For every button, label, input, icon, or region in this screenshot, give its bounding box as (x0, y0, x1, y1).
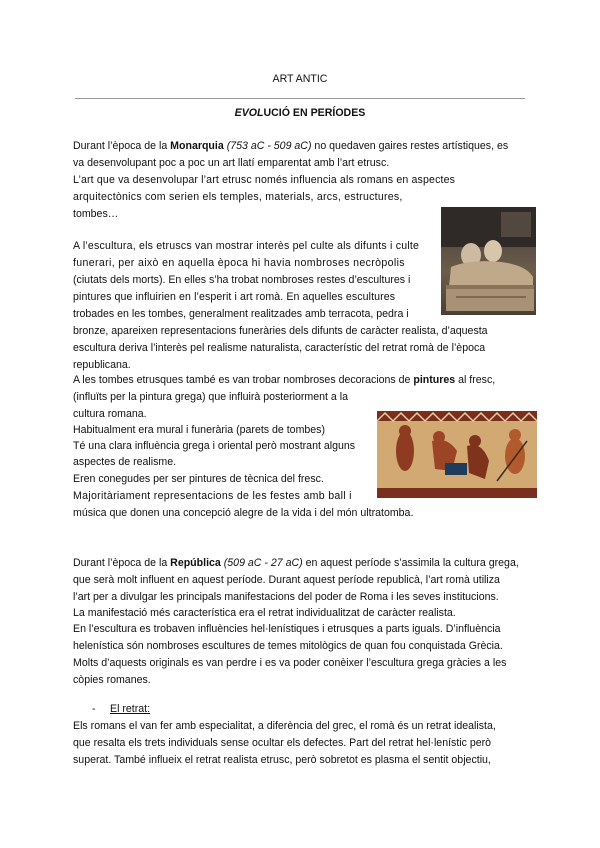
pintures-term: pintures (413, 374, 456, 386)
retrat-line-1: Els romans el van fer amb especialitat, a diferència del grec, el romà és un retrat idealista, (73, 720, 496, 732)
monarquia-line-1: Durant l’època de la Monarquia (753 aC - 509 aC) no quedaven gaires restes artístiques, es (73, 140, 509, 152)
pintures-line-2: (influïts per la pintura grega) que influirà posteriorment a la (73, 391, 348, 403)
fresco-illustration (377, 411, 537, 498)
escultura-line-1: A l’escultura, els etruscs van mostrar interès pel culte als difunts i culte (73, 240, 420, 252)
etrusc-line-3: tombes… (73, 208, 119, 220)
title-divider (75, 98, 525, 99)
retrat-heading: El retrat: (110, 703, 151, 715)
republica-line-3: l’art per a divulgar les principals manifestacions del poder de Roma i les seves institucions. (73, 591, 499, 603)
sarcophagus-illustration (441, 207, 536, 315)
etrusc-line-1: L’art que va desenvolupar l’art etrusc només influencia als romans en aspectes (73, 174, 456, 186)
retrat-line-2: que resalta els trets individuals sense ocultar els defectes. Part del retrat hel·lenístic però (73, 737, 492, 749)
republica-line-5: En l’escultura es trobaven influències hel·lenístiques i etrusques a parts iguals. D’influència (73, 623, 501, 635)
pintures-line-6: aspectes de realisme. (73, 456, 177, 468)
republica-line-4: La manifestació més característica era el retrat individualitzat de caràcter realista. (73, 607, 456, 619)
pintures-line-4: Habitualment era mural i funerària (parets de tombes) (73, 424, 326, 436)
escultura-line-8: republicana. (73, 359, 131, 371)
escultura-line-3: (ciutats dels morts). En elles s’ha trobat nombroses restes d’escultures i (73, 274, 411, 286)
escultura-line-4: pintures que influirien en l’esperit i art romà. En aquelles escultures (73, 291, 396, 303)
escultura-line-7: escultura deriva l’interès pel realisme naturalista, característic del retrat romà de l’època (73, 342, 486, 354)
republica-line-6: helenística són nombroses escultures de temes mitològics de quan fou conquistada Grècia. (73, 640, 503, 652)
subtitle-rest: UCIÓ EN PERÍODES (263, 107, 366, 119)
monarquia-line-2: va desenvolupant poc a poc un art llatí emparentat amb l’art etrusc. (73, 157, 390, 169)
escultura-line-2: funerari, per això en aquella època hi havia nombroses necròpolis (73, 257, 405, 269)
retrat-bullet: - (92, 703, 96, 715)
republica-line-2: que serà molt influent en aquest període. Durant aquest període republicà, l’art romà utiliza (73, 574, 500, 586)
republica-line-8: còpies romanes. (73, 674, 151, 686)
subtitle-italic: EVOL (234, 107, 264, 119)
pintures-line-5: Té una clara influència grega i oriental però mostrant alguns (73, 440, 356, 452)
sarcophagus-image (441, 207, 536, 315)
pintures-line-9: música que donen una concepció alegre de la vida i del món ultratomba. (73, 507, 414, 519)
republica-line-7: Molts d’aquests originals es van perdre i es va poder conèixer l’escultura grega gràcies a les (73, 657, 507, 669)
pintures-line-3: cultura romana. (73, 408, 147, 420)
section-subtitle (0, 107, 600, 119)
republica-term: República (170, 557, 221, 569)
pintures-line-1: A les tombes etrusques també es van trobar nombroses decoracions de pintures al fresc, (73, 374, 496, 386)
pintures-line-8: Majoritàriament representacions de les festes amb ball i (73, 490, 352, 502)
page-title: ART ANTIC (272, 73, 328, 85)
monarquia-term: Monarquia (170, 140, 224, 152)
republica-dates: (509 aC - 27 aC) (223, 557, 303, 569)
retrat-line-3: superat. També influeix el retrat realista etrusc, però sobretot es plasma el sentit objectiu, (73, 754, 491, 766)
pintures-line-7: Eren conegudes per ser pintures de tècnica del fresc. (73, 473, 324, 485)
etrusc-line-2: arquitectònics com serien els temples, materials, arcs, estructures, (73, 191, 403, 203)
republica-line-1: Durant l’època de la República (509 aC - 27 aC) en aquest període s’assimila la cultura grega, (73, 557, 519, 569)
fresco-image (377, 411, 537, 498)
monarquia-dates: (753 aC - 509 aC) (226, 140, 312, 152)
escultura-line-6: bronze, apareixen representacions funeràries dels difunts de caràcter realista, d’aquesta (73, 325, 488, 337)
escultura-line-5: trobades en les tombes, generalment realitzades amb terracota, pedra i (73, 308, 409, 320)
